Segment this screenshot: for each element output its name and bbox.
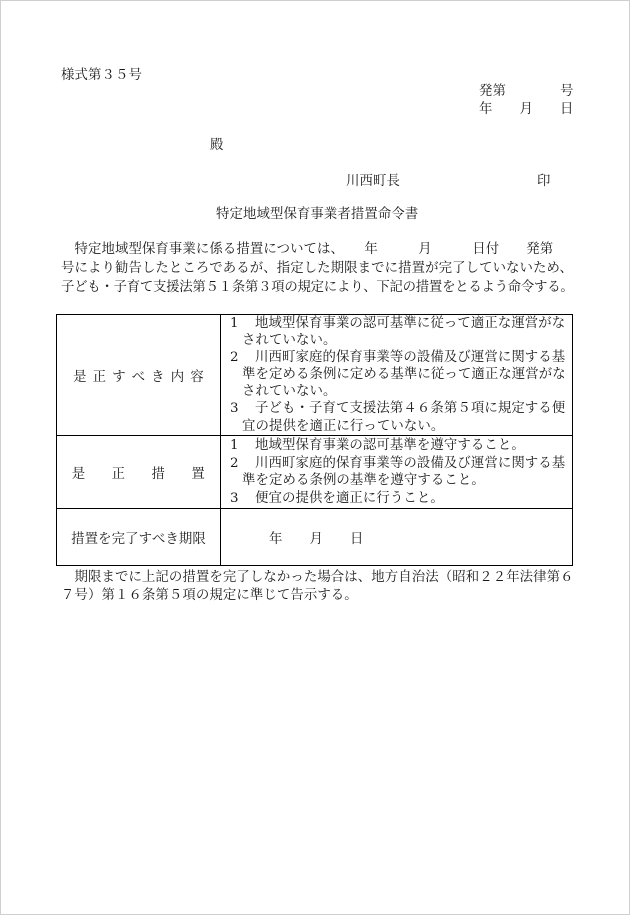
list-item (230, 437, 572, 455)
list-item (230, 349, 572, 400)
list-item (230, 455, 572, 490)
closing-line: 期限までに上記の措置を完了しなかった場合は、地方自治法（昭和２２年法律第６ (61, 570, 574, 585)
body-line: 子ども・子育て支援法第５１条第３項の規定により、下記の措置をとるよう命令する。 (61, 280, 574, 295)
item-text: 便宜の提供を適正に行うこと。 (255, 490, 444, 506)
item-number: 3 (230, 401, 239, 417)
body-line: 号により勧告したところであるが、指定した期限までに措置が完了していないため、 (61, 261, 573, 276)
item-number: 2 (230, 455, 239, 471)
deadline-value: 年 月 日 (269, 531, 364, 547)
item-text: 宜の提供を適正に行っていない。 (242, 418, 445, 434)
item-text: されていない。 (242, 384, 337, 400)
item-text: 準を定める条例の基準を遵守すること。 (242, 473, 485, 488)
recipient-honorific: 殿 (210, 138, 224, 153)
row-label: 是正措置 (57, 436, 221, 508)
issue-number: 発第 号 (479, 84, 574, 99)
item-number: 2 (230, 350, 239, 366)
row-content (221, 509, 572, 565)
body-paragraph (61, 240, 581, 297)
closing-line: ７号）第１６条第５項の規定に準じて告示する。 (61, 587, 358, 603)
list-item (230, 315, 572, 349)
row-content (221, 436, 572, 508)
list-item (230, 490, 572, 508)
item-text: されていない。 (242, 333, 337, 349)
issuer-name: 川西町長 (346, 174, 400, 189)
table-row-deadline (57, 509, 572, 565)
item-text: 準を定める条例に定める基準に従って適正な運営がな (242, 367, 566, 383)
row-content (221, 315, 572, 435)
seal-mark: 印 (537, 174, 551, 189)
item-number: 1 (230, 316, 239, 331)
item-text: 地域型保育事業の認可基準を遵守すること。 (255, 438, 525, 453)
row-label: 措置を完了すべき期限 (57, 509, 221, 565)
document-title: 特定地域型保育事業者措置命令書 (216, 207, 419, 222)
body-line: 特定地域型保育事業に係る措置については、 年 月 日付 発第 (61, 242, 554, 257)
item-text: 子ども・子育て支援法第４６条第５項に規定する便 (255, 401, 566, 417)
item-number: 3 (230, 490, 239, 506)
item-text: 地域型保育事業の認可基準に従って適正な運営がな (255, 316, 566, 331)
item-text: 川西町家庭的保育事業等の設備及び運営に関する基 (255, 350, 566, 366)
issue-date: 年 月 日 (479, 102, 574, 117)
list-item (230, 400, 572, 434)
measures-table (56, 314, 573, 566)
row-label: 是正すべき内容 (57, 315, 221, 435)
form-number: 様式第３５号 (61, 68, 142, 83)
item-number: 1 (230, 438, 239, 453)
table-row-required-corrections (57, 315, 572, 436)
item-text: 川西町家庭的保育事業等の設備及び運営に関する基 (255, 455, 566, 471)
closing-paragraph (61, 569, 581, 604)
table-row-corrective-measures (57, 436, 572, 509)
